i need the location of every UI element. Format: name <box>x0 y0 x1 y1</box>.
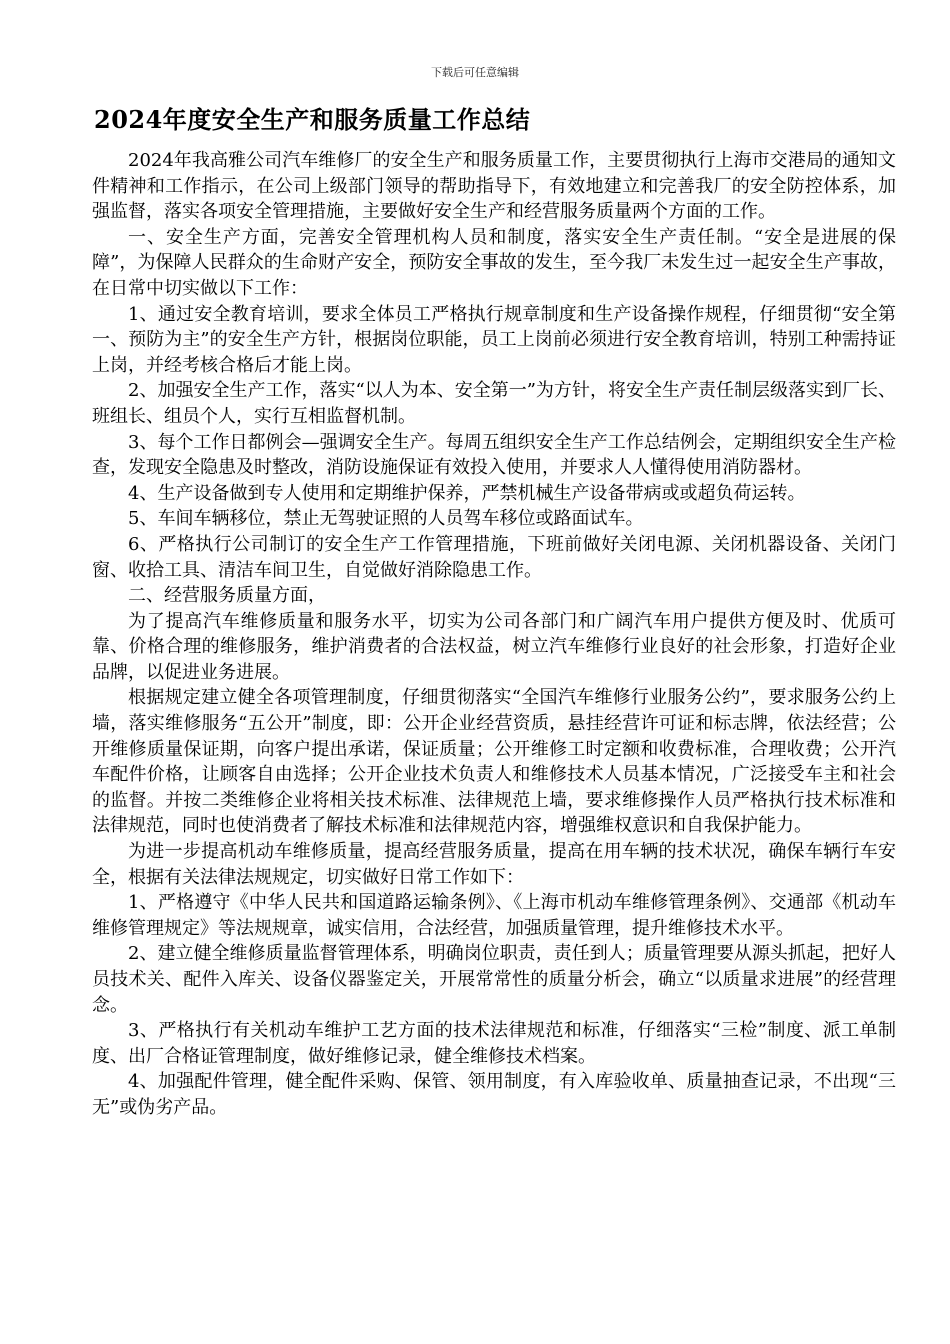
paragraph-section-safety: 一、安全生产方面，完善安全管理机构人员和制度，落实安全生产责任制。“安全是进展的保障”，为保障人民群众的生命财产安全，预防安全事故的发生，至今我厂未发生过一起安全生产事故，在日常中切实做以下工作： <box>92 226 896 299</box>
paragraph-intro: 2024年我高雅公司汽车维修厂的安全生产和服务质量工作，主要贯彻执行上海市交港局的通知文件精神和工作指示，在公司上级部门领导的帮助指导下，有效地建立和完善我厂的安全防控体系，加强监督，落实各项安全管理措施，主要做好安全生产和经营服务质量两个方面的工作。 <box>92 150 896 223</box>
paragraph-safety-item-3: 3、每个工作日都例会—强调安全生产。每周五组织安全生产工作总结例会，定期组织安全生产检查，发现安全隐患及时整改，消防设施保证有效投入使用，并要求人人懂得使用消防器材。 <box>92 431 896 479</box>
paragraph-service-item-2: 2、建立健全维修质量监督管理体系，明确岗位职责，责任到人；质量管理要从源头抓起，把好人员技术关、配件入库关、设备仪器鉴定关，开展常常性的质量分析会，确立“以质量求进展”的经营理念。 <box>92 943 896 1016</box>
page-title: 2024年度安全生产和服务质量工作总结 <box>94 105 531 134</box>
paragraph-safety-item-5: 5、车间车辆移位，禁止无驾驶证照的人员驾车移位或路面试车。 <box>128 508 644 530</box>
document-body <box>92 148 896 1121</box>
paragraph-service-item-3: 3、严格执行有关机动车维护工艺方面的技术法律规范和标准，仔细落实“三检”制度、派工单制度、出厂合格证管理制度，做好维修记录，健全维修技术档案。 <box>92 1020 896 1067</box>
paragraph-safety-item-6: 6、严格执行公司制订的安全生产工作管理措施，下班前做好关闭电源、关闭机器设备、关闭门窗、收拾工具、清洁车间卫生，自觉做好消除隐患工作。 <box>92 533 896 581</box>
paragraph-service-daily-intro: 为进一步提高机动车维修质量，提高经营服务质量，提高在用车辆的技术状况，确保车辆行车安全，根据有关法律法规规定，切实做好日常工作如下： <box>92 841 896 888</box>
paragraph-service-item-4: 4、加强配件管理，健全配件采购、保管、领用制度，有入库验收单、质量抽查记录，不出现“三无”或伪劣产品。 <box>92 1071 896 1118</box>
paragraph-section-service: 二、经营服务质量方面， <box>128 585 326 607</box>
paragraph-safety-item-2: 2、加强安全生产工作，落实“以人为本、安全第一”为方针，将安全生产责任制层级落实到厂长、班组长、组员个人，实行互相监督机制。 <box>92 380 896 427</box>
paragraph-service-goal: 为了提高汽车维修质量和服务水平，切实为公司各部门和广阔汽车用户提供方便及时、优质可靠、价格合理的维修服务，维护消费者的合法权益，树立汽车维修行业良好的社会形象，打造好企业品牌，以促进业务进展。 <box>92 610 896 683</box>
paragraph-service-item-1: 1、严格遵守《中华人民共和国道路运输条例》、《上海市机动车维修管理条例》、交通部《机动车维修管理规定》等法规规章，诚实信用，合法经营，加强质量管理，提升维修技术水平。 <box>92 892 896 939</box>
paragraph-safety-item-4: 4、生产设备做到专人使用和定期维护保养，严禁机械生产设备带病或或超负荷运转。 <box>128 482 806 504</box>
paragraph-service-rules: 根据规定建立健全各项管理制度，仔细贯彻落实“全国汽车维修行业服务公约”，要求服务公约上墙，落实维修服务“五公开”制度，即：公开企业经营资质，悬挂经营许可证和标志牌，依法经营；公开维修质量保证期，向客户提出承诺，保证质量；公开维修工时定额和收费标准，合理收费；公开汽车配件价格，让顾客自由选择；公开企业技术负责人和维修技术人员基本情况，广泛接受车主和社会的监督。并按二类维修企业将相关技术标准、法律规范上墙，要求维修操作人员严格执行技术标准和法律规范，同时也使消费者了解技术标准和法律规范内容，增强维权意识和自我保护能力。 <box>92 687 896 837</box>
header-note: 下载后可任意编辑 <box>431 66 519 79</box>
paragraph-safety-item-1: 1、通过安全教育培训，要求全体员工严格执行规章制度和生产设备操作规程，仔细贯彻“安全第一、预防为主”的安全生产方针，根据岗位职能，员工上岗前必须进行安全教育培训，特别工种需持证上岗，并经考核合格后才能上岗。 <box>92 303 896 376</box>
